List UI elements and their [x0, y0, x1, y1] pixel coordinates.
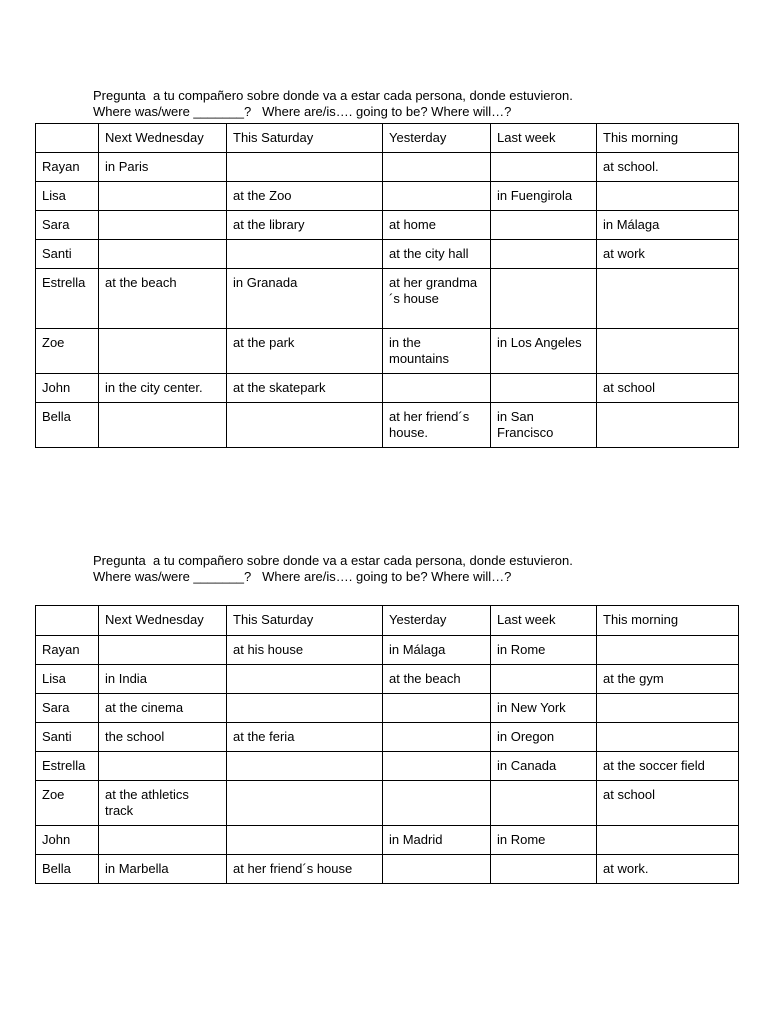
- table-cell: [597, 826, 739, 855]
- table-cell: [227, 240, 383, 269]
- name-cell: Sara: [36, 211, 99, 240]
- table-cell: at her friend´s house.: [383, 403, 491, 448]
- name-cell: Zoe: [36, 781, 99, 826]
- table-cell: at work: [597, 240, 739, 269]
- table-cell: at the cinema: [99, 694, 227, 723]
- schedule-table-1: [35, 123, 739, 448]
- table-cell: in Fuengirola: [491, 182, 597, 211]
- table-row: [36, 329, 739, 374]
- name-cell: Bella: [36, 403, 99, 448]
- table-row: [36, 269, 739, 329]
- table-cell: [597, 723, 739, 752]
- header-cell: Yesterday: [383, 606, 491, 636]
- table-cell: [383, 855, 491, 884]
- table-cell: [491, 665, 597, 694]
- table-cell: in Canada: [491, 752, 597, 781]
- table-row: [36, 240, 739, 269]
- table-cell: in Málaga: [383, 636, 491, 665]
- name-cell: Bella: [36, 855, 99, 884]
- table-row: [36, 723, 739, 752]
- name-cell: Estrella: [36, 752, 99, 781]
- table-cell: in New York: [491, 694, 597, 723]
- table-cell: at the park: [227, 329, 383, 374]
- header-cell: Last week: [491, 124, 597, 153]
- schedule-table-2: [35, 605, 739, 884]
- table-cell: in Rome: [491, 636, 597, 665]
- table-row: [36, 665, 739, 694]
- table-cell: in Málaga: [597, 211, 739, 240]
- table-cell: [491, 781, 597, 826]
- name-cell: Santi: [36, 723, 99, 752]
- table-cell: at the feria: [227, 723, 383, 752]
- instruction-line-english: Where was/were _______? Where are/is…. going to be? Where will…?: [93, 104, 512, 119]
- header-cell: Yesterday: [383, 124, 491, 153]
- table-cell: at the skatepark: [227, 374, 383, 403]
- table-row: [36, 403, 739, 448]
- table-cell: [491, 240, 597, 269]
- table-cell: in Granada: [227, 269, 383, 329]
- table-cell: at home: [383, 211, 491, 240]
- table-cell: in Paris: [99, 153, 227, 182]
- table-cell: [227, 781, 383, 826]
- table-cell: in Madrid: [383, 826, 491, 855]
- table-cell: in India: [99, 665, 227, 694]
- table-cell: [491, 211, 597, 240]
- header-cell: [36, 606, 99, 636]
- header-cell: This Saturday: [227, 606, 383, 636]
- table-cell: [597, 403, 739, 448]
- table-cell: [227, 153, 383, 182]
- header-cell: Next Wednesday: [99, 606, 227, 636]
- table-cell: at the athletics track: [99, 781, 227, 826]
- table-cell: [383, 374, 491, 403]
- table-cell: [597, 269, 739, 329]
- name-cell: Sara: [36, 694, 99, 723]
- table-cell: at the gym: [597, 665, 739, 694]
- name-cell: Rayan: [36, 153, 99, 182]
- table-cell: in the city center.: [99, 374, 227, 403]
- table-cell: [99, 329, 227, 374]
- table-cell: in San Francisco: [491, 403, 597, 448]
- table-cell: [597, 329, 739, 374]
- name-cell: John: [36, 826, 99, 855]
- instruction-line-english: Where was/were _______? Where are/is…. going to be? Where will…?: [93, 569, 512, 584]
- table-cell: at his house: [227, 636, 383, 665]
- table-cell: [491, 855, 597, 884]
- table-cell: at work.: [597, 855, 739, 884]
- header-row: [36, 606, 739, 636]
- header-cell: [36, 124, 99, 153]
- instruction-line-spanish: Pregunta a tu compañero sobre donde va a estar cada persona, donde estuvieron.: [93, 553, 573, 568]
- table-cell: [383, 182, 491, 211]
- table-cell: at the city hall: [383, 240, 491, 269]
- table-cell: [99, 636, 227, 665]
- table-cell: [383, 752, 491, 781]
- table-cell: [227, 403, 383, 448]
- table-cell: [597, 182, 739, 211]
- table-cell: at the Zoo: [227, 182, 383, 211]
- header-cell: This Saturday: [227, 124, 383, 153]
- table-cell: [597, 636, 739, 665]
- table-row: [36, 374, 739, 403]
- table-cell: [227, 752, 383, 781]
- table-cell: in Oregon: [491, 723, 597, 752]
- name-cell: Lisa: [36, 182, 99, 211]
- table-cell: at the beach: [99, 269, 227, 329]
- header-row: [36, 124, 739, 153]
- table-cell: [491, 153, 597, 182]
- name-cell: Zoe: [36, 329, 99, 374]
- instruction-line-spanish: Pregunta a tu compañero sobre donde va a estar cada persona, donde estuvieron.: [93, 88, 573, 103]
- table-row: [36, 694, 739, 723]
- table-cell: [383, 723, 491, 752]
- table-row: [36, 752, 739, 781]
- table-cell: in Los Angeles: [491, 329, 597, 374]
- table-row: [36, 636, 739, 665]
- table-cell: at school.: [597, 153, 739, 182]
- table-cell: at the beach: [383, 665, 491, 694]
- table-cell: [383, 781, 491, 826]
- header-cell: Last week: [491, 606, 597, 636]
- table-cell: at school: [597, 374, 739, 403]
- name-cell: Santi: [36, 240, 99, 269]
- table-row: [36, 153, 739, 182]
- table-cell: [99, 826, 227, 855]
- table-row: [36, 826, 739, 855]
- header-cell: This morning: [597, 606, 739, 636]
- table-cell: [383, 153, 491, 182]
- table-cell: [99, 240, 227, 269]
- table-cell: at the library: [227, 211, 383, 240]
- table-row: [36, 211, 739, 240]
- table-row: [36, 182, 739, 211]
- table-row: [36, 781, 739, 826]
- table-cell: [491, 269, 597, 329]
- table-row: [36, 855, 739, 884]
- name-cell: Lisa: [36, 665, 99, 694]
- table-cell: at her grandma´s house: [383, 269, 491, 329]
- table-cell: at school: [597, 781, 739, 826]
- table-cell: the school: [99, 723, 227, 752]
- header-cell: This morning: [597, 124, 739, 153]
- table-cell: at the soccer field: [597, 752, 739, 781]
- table-cell: in the mountains: [383, 329, 491, 374]
- table-cell: [491, 374, 597, 403]
- name-cell: John: [36, 374, 99, 403]
- table-cell: [227, 826, 383, 855]
- table-cell: [99, 211, 227, 240]
- name-cell: Estrella: [36, 269, 99, 329]
- table-cell: [383, 694, 491, 723]
- table-cell: [227, 665, 383, 694]
- table-cell: [597, 694, 739, 723]
- table-cell: [99, 752, 227, 781]
- table-cell: in Marbella: [99, 855, 227, 884]
- header-cell: Next Wednesday: [99, 124, 227, 153]
- table-cell: [99, 182, 227, 211]
- table-cell: [99, 403, 227, 448]
- table-cell: [227, 694, 383, 723]
- name-cell: Rayan: [36, 636, 99, 665]
- table-cell: at her friend´s house: [227, 855, 383, 884]
- table-cell: in Rome: [491, 826, 597, 855]
